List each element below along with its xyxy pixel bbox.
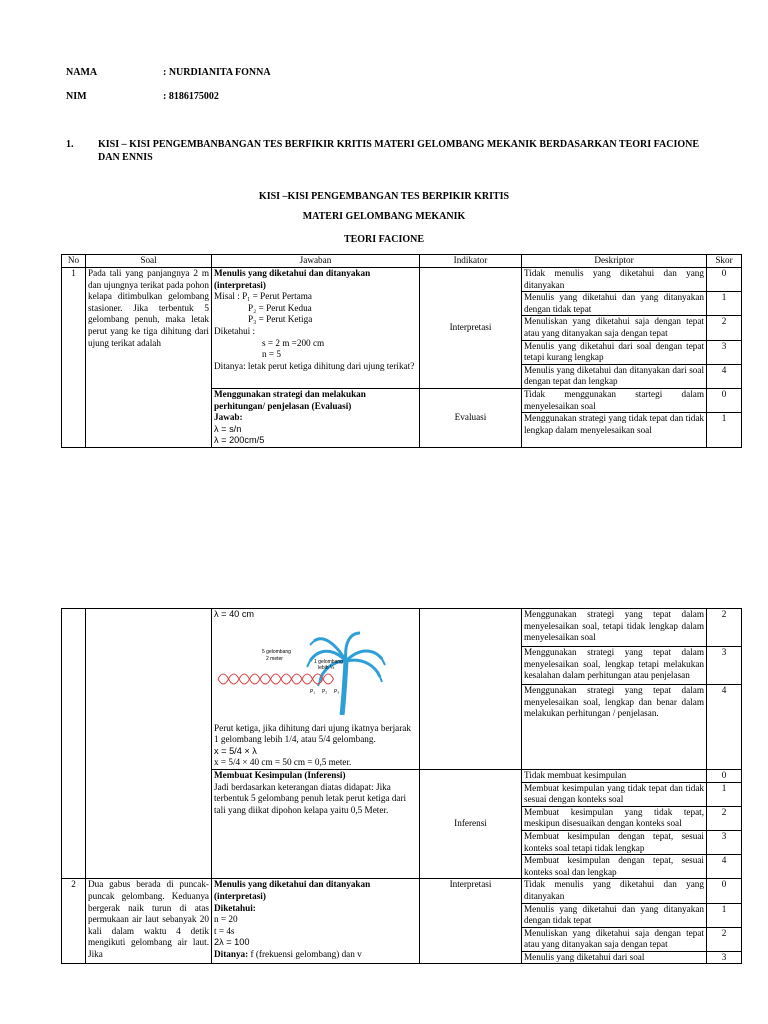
nim-value: : 8186175002 bbox=[163, 91, 219, 102]
score: 3 bbox=[707, 340, 742, 364]
diagram-label-b: 2 meter bbox=[266, 655, 283, 662]
col-header-skor: Skor bbox=[707, 255, 742, 268]
nim-label: NIM bbox=[66, 91, 87, 102]
score: 2 bbox=[707, 927, 742, 951]
kisi-table-part-1 bbox=[61, 254, 742, 448]
q1-x-formula: x = 5/4 × λ bbox=[214, 745, 257, 756]
score: 0 bbox=[707, 268, 742, 292]
score: 2 bbox=[707, 806, 742, 830]
col-header-soal: Soal bbox=[86, 255, 212, 268]
descriptor: Menggunakan strategi yang tepat dalam menyelesaikan soal, tetapi tidak lengkap dalam menyelesaikan soal bbox=[522, 609, 707, 647]
descriptor: Tidak menggunakan startegi dalam menyelesaikan soal bbox=[522, 388, 707, 412]
q2-lambda: 2λ = 100 bbox=[214, 937, 250, 948]
q1-ditanya: Ditanya: letak perut ketiga dihitung dari ujung terikat? bbox=[214, 360, 415, 371]
descriptor: Menulis yang diketahui dan yang ditanyakan dengan tidak tepat bbox=[522, 292, 707, 316]
descriptor: Membuat kesimpulan yang tidak tepat dan tidak sesuai dengan konteks soal bbox=[522, 782, 707, 806]
q1-formula-2: λ = 200cm/5 bbox=[214, 435, 265, 446]
q2-interpretasi-answer bbox=[212, 879, 420, 964]
diagram-label-c: 1 gelombang bbox=[314, 658, 343, 665]
score: 4 bbox=[707, 855, 742, 879]
diagram-p3: P₃ bbox=[334, 688, 340, 695]
standing-wave bbox=[218, 674, 334, 684]
diagram-label-d: lebih ¼ bbox=[318, 664, 335, 671]
score: 0 bbox=[707, 388, 742, 412]
wave-loop bbox=[323, 674, 334, 684]
score: 1 bbox=[707, 292, 742, 316]
q1-number: 1 bbox=[62, 268, 86, 448]
section-title: KISI – KISI PENGEMBANBANGAN TES BERFIKIR KRITIS MATERI GELOMBANG MEKANIK BERDASARKAN TEORI FACIONE DAN ENNIS bbox=[98, 139, 700, 163]
descriptor: Tidak membuat kesimpulan bbox=[522, 769, 707, 782]
nama-value: : NURDIANITA FONNA bbox=[163, 67, 271, 78]
score: 2 bbox=[707, 316, 742, 340]
q1-indikator-evaluasi: Evaluasi bbox=[420, 388, 522, 447]
score: 1 bbox=[707, 903, 742, 927]
doc-title-3: TEORI FACIONE bbox=[343, 234, 425, 245]
q2-ditanya-line bbox=[214, 949, 417, 961]
q1-eval-heading: Menggunakan strategi dan melakukan perhitungan/ penjelasan (Evaluasi) bbox=[214, 388, 366, 411]
doc-title-1: KISI –KISI PENGEMBANGAN TES BERPIKIR KRITIS bbox=[258, 191, 510, 202]
wave-loop bbox=[239, 674, 250, 684]
q1-formula-1: λ = s/n bbox=[214, 423, 242, 434]
descriptor: Menggunakan strategi yang tepat dalam menyelesaikan soal, lengkap dan benar dalam melakukan perhitungan / penjelasan. bbox=[522, 684, 707, 769]
score: 3 bbox=[707, 830, 742, 854]
table-header-row bbox=[62, 255, 742, 268]
q1-x-result: x = 5/4 × 40 cm = 50 cm = 0,5 meter. bbox=[214, 757, 352, 768]
descriptor: Tidak menulis yang diketahui dan yang ditanyakan bbox=[522, 879, 707, 903]
col-header-deskriptor: Deskriptor bbox=[522, 255, 707, 268]
q1-question: Pada tali yang panjangnya 2 m dan ujungnya terikat pada pohon kelapa ditimbulkan gelombang stasioner. Jika terbentuk 5 gelombang penuh, maka letak perut yang ke tiga dihitung dari ujung terikat adalah bbox=[86, 268, 212, 448]
q1-indikator-interpretasi: Interpretasi bbox=[420, 268, 522, 389]
descriptor: Tidak menulis yang diketahui dan yang ditanyakan bbox=[522, 268, 707, 292]
diagram-p2: P₂ bbox=[322, 688, 328, 695]
q1-interpretasi-answer bbox=[212, 268, 420, 389]
cont-question-cell bbox=[86, 609, 212, 879]
q2-question: Dua gabus berada di puncak-puncak gelombang. Keduanya bergerak naik turun di atas permukaan air laut sebanyak 20 kali dalam waktu 4 detik mengikuti gelombang air laut. Jika bbox=[86, 879, 212, 964]
q2-diketahui: Diketahui: bbox=[214, 902, 256, 913]
table-row bbox=[62, 609, 742, 647]
score: 1 bbox=[707, 413, 742, 448]
descriptor: Menulis yang diketahui dan ditanyakan dari soal dengan tepat dan lengkap bbox=[522, 364, 707, 388]
wave-loop bbox=[292, 674, 303, 684]
wave-loop bbox=[281, 674, 292, 684]
table-row bbox=[62, 268, 742, 292]
section-number: 1. bbox=[66, 139, 74, 150]
q1-misal: Misal : P₁ = Perut Pertama bbox=[214, 291, 312, 302]
score: 3 bbox=[707, 951, 742, 964]
wave-loop bbox=[229, 674, 240, 684]
wave-loop bbox=[302, 674, 313, 684]
q2-indikator: Interpretasi bbox=[420, 879, 522, 964]
descriptor: Menggunakan strategi yang tepat dalam menyelesaikan soal, lengkap tetapi melakukan kesalahan dalam perhitungan atau penjelasan bbox=[522, 646, 707, 684]
score: 2 bbox=[707, 609, 742, 647]
descriptor: Membuat kesimpulan dengan tepat, sesuai konteks soal tetapi tidak lengkap bbox=[522, 830, 707, 854]
col-header-indikator: Indikator bbox=[420, 255, 522, 268]
wave-loop bbox=[218, 674, 229, 684]
descriptor: Membuat kesimpulan dengan tepat, sesuai konteks soal dan lengkap bbox=[522, 855, 707, 879]
doc-title-2: MATERI GELOMBANG MEKANIK bbox=[302, 211, 466, 222]
descriptor: Menulis yang diketahui dan yang ditanyakan dengan tidak tepat bbox=[522, 903, 707, 927]
score: 4 bbox=[707, 684, 742, 769]
descriptor: Menuliskan yang diketahui saja dengan tepat atau yang ditanyakan saja dengan tepat bbox=[522, 927, 707, 951]
diagram-label-a: 5 gelombang bbox=[262, 648, 291, 655]
score: 0 bbox=[707, 879, 742, 903]
cont-indikator-evaluasi bbox=[420, 609, 522, 770]
col-header-no: No bbox=[62, 255, 86, 268]
q2-heading: Menulis yang diketahui dan ditanyakan (interpretasi) bbox=[214, 879, 371, 901]
cont-number-cell bbox=[62, 609, 86, 879]
q2-n: n = 20 bbox=[214, 914, 238, 925]
q1-interp-heading: Menulis yang diketahui dan ditanyakan (interpretasi) bbox=[214, 268, 371, 290]
q1-jawab: Jawab: bbox=[214, 412, 243, 423]
q1-inferensi-answer bbox=[212, 769, 420, 878]
kisi-table-part-2 bbox=[61, 608, 742, 964]
score: 0 bbox=[707, 769, 742, 782]
score: 1 bbox=[707, 782, 742, 806]
wave-loop bbox=[271, 674, 282, 684]
col-header-jawaban: Jawaban bbox=[212, 255, 420, 268]
q1-n: n = 5 bbox=[262, 349, 281, 360]
q1-evaluasi-answer bbox=[212, 388, 420, 447]
q2-ditanya-label: Ditanya: bbox=[214, 948, 249, 959]
diagram-p1: P₁ bbox=[310, 688, 316, 695]
q1-p3: P₃ = Perut Ketiga bbox=[248, 314, 313, 325]
descriptor: Menulis yang diketahui dari soal bbox=[522, 951, 707, 964]
q1-indikator-inferensi: Inferensi bbox=[420, 769, 522, 878]
wave-loop bbox=[250, 674, 261, 684]
descriptor: Menggunakan strategi yang tidak tepat dan tidak lengkap dalam menyelesaikan soal bbox=[522, 413, 707, 448]
q2-ditanya-text: f (frekuensi gelombang) dan v bbox=[248, 948, 362, 959]
q1-diketahui: Diketahui : bbox=[214, 325, 256, 336]
q1-inf-heading: Membuat Kesimpulan (Inferensi) bbox=[214, 769, 346, 780]
q1-calculation-answer bbox=[212, 609, 420, 770]
q2-number: 2 bbox=[62, 879, 86, 964]
q2-t: t = 4s bbox=[214, 925, 235, 936]
descriptor: Menulis yang diketahui dari soal dengan tepat tetapi kurang lengkap bbox=[522, 340, 707, 364]
q1-perut-explanation: Perut ketiga, jika dihitung dari ujung ikatnya berjarak 1 gelombang lebih 1/4, atau 5/4 gelombang. bbox=[214, 722, 411, 745]
q1-inf-text: Jadi berdasarkan keterangan diatas didapat: Jika terbentuk 5 gelombang penuh letak perut ketiga dari tali yang diikat dipohon kelapa yaitu 0,5 Meter. bbox=[214, 781, 407, 815]
q1-p2: P₂ = Perut Kedua bbox=[248, 302, 312, 313]
wave-tree-diagram bbox=[214, 627, 410, 717]
nama-label: NAMA bbox=[66, 67, 98, 78]
table-row bbox=[62, 879, 742, 903]
q1-s: s = 2 m =200 cm bbox=[262, 337, 325, 348]
descriptor: Membuat kesimpulan yang tidak tepat, meskipun disesuaikan dengan konteks soal bbox=[522, 806, 707, 830]
descriptor: Menuliskan yang diketahui saja dengan tepat atau yang ditanyakan saja dengan tepat bbox=[522, 316, 707, 340]
wave-loop bbox=[260, 674, 271, 684]
score: 4 bbox=[707, 364, 742, 388]
score: 3 bbox=[707, 646, 742, 684]
q1-lambda-result: λ = 40 cm bbox=[214, 609, 255, 619]
